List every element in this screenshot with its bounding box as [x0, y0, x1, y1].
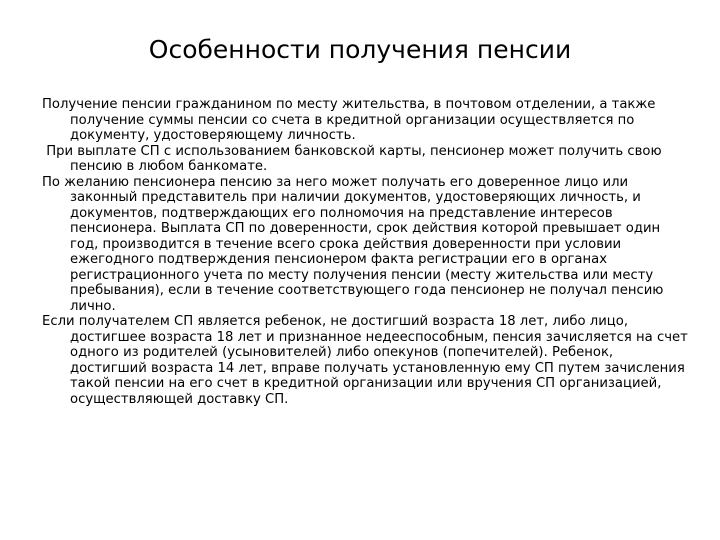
slide-body [42, 97, 692, 407]
slide-title: Особенности получения пенсии [148, 35, 572, 64]
paragraph-proxy: По желанию пенсионера пенсию за него может получать его доверенное лицо или законный представитель при наличии документов, удостоверяющих личность, и документов, подтверждающих его полномочия на представление интересов пенсионера. Выплата СП по доверенности, срок действия которой превышает один год, производится в течение всего срока действия доверенности при условии ежегодного подтверждения пенсионером факта регистрации его в органах регистрационного учета по месту получения пенсии (месту жительства или месту пребывания), если в течение соответствующего года пенсионер не получал пенсию лично. [42, 174, 668, 314]
paragraph-child-recipient: Если получателем СП является ребенок, не достигший возраста 18 лет, либо лицо, достигшее возраста 18 лет и признанное недееспособным, пенсия зачисляется на счет одного из родителей (усыновителей) либо опекунов (попечителей). Ребенок, достигший возраста 14 лет, вправе получать установленную ему СП путем зачисления такой пенсии на его счет в кредитной организации или вручения СП организацией, осуществляющей доставку СП. [42, 314, 692, 407]
paragraph-bank-card: При выплате СП с использованием банковской карты, пенсионер может получить свою пенсию в любом банкомате. [42, 143, 666, 174]
paragraph-identity-document: Получение пенсии гражданином по месту жительства, в почтовом отделении, а также получение суммы пенсии со счета в кредитной организации осуществляется по документу, удостоверяющему личность. [42, 97, 660, 143]
